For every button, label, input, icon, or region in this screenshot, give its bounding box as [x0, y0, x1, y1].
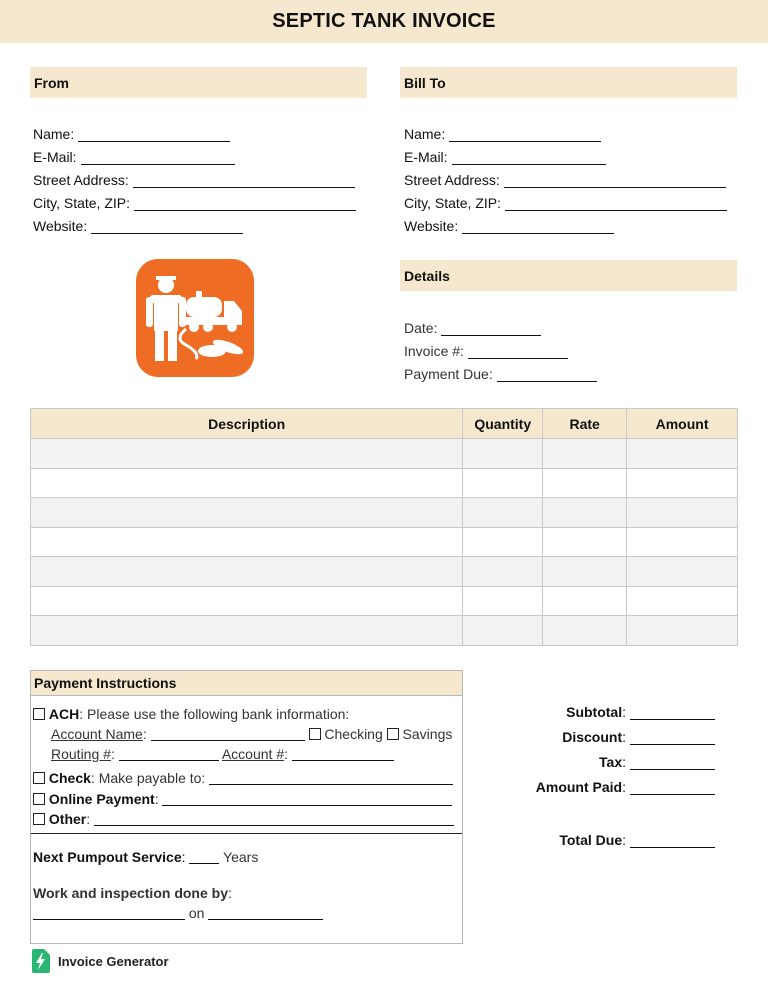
bill-email-field[interactable]: E-Mail:	[404, 145, 727, 165]
savings-checkbox[interactable]	[387, 728, 399, 740]
footer-brand[interactable]	[32, 949, 169, 973]
amount-paid-row: Amount Paid :	[500, 775, 715, 795]
table-header-row	[31, 409, 738, 439]
cell[interactable]	[543, 468, 627, 498]
total-due-field[interactable]	[630, 833, 715, 848]
cell[interactable]	[627, 616, 738, 646]
other-row: Other:	[33, 811, 454, 827]
cell[interactable]	[31, 527, 463, 557]
table-row	[31, 557, 738, 587]
cell[interactable]	[543, 586, 627, 616]
payable-to-field[interactable]	[209, 772, 453, 785]
from-website-field[interactable]: Website:	[33, 214, 356, 234]
cell[interactable]	[627, 439, 738, 469]
check-checkbox[interactable]	[33, 772, 45, 784]
septic-pump-truck-icon	[136, 259, 254, 377]
routing-field[interactable]	[119, 748, 219, 761]
cell[interactable]	[31, 616, 463, 646]
ach-checkbox[interactable]	[33, 708, 45, 720]
check-row: Check: Make payable to:	[33, 770, 453, 786]
cell[interactable]	[31, 557, 463, 587]
lightning-bolt-icon	[32, 949, 50, 973]
cell[interactable]	[31, 468, 463, 498]
totals-block	[500, 700, 715, 848]
payment-instructions-heading: Payment Instructions	[30, 670, 463, 696]
amount-paid-field[interactable]	[630, 780, 715, 795]
bill-to-fields	[404, 122, 727, 234]
tax-field[interactable]	[630, 755, 715, 770]
details-fields	[404, 316, 597, 382]
cell[interactable]	[543, 527, 627, 557]
invoice-number-field[interactable]: Invoice #:	[404, 339, 597, 359]
subtotal-row: Subtotal :	[500, 700, 715, 720]
col-rate: Rate	[543, 409, 627, 439]
col-description: Description	[31, 409, 463, 439]
cell[interactable]	[463, 586, 543, 616]
bill-city-field[interactable]: City, State, ZIP:	[404, 191, 727, 211]
work-done-row: Work and inspection done by:	[33, 885, 232, 901]
subtotal-field[interactable]	[630, 705, 715, 720]
ach-row: ACH: Please use the following bank information:	[33, 706, 349, 722]
work-done-fields: on	[33, 905, 323, 921]
table-row	[31, 498, 738, 528]
cell[interactable]	[463, 468, 543, 498]
tax-row: Tax :	[500, 750, 715, 770]
cell[interactable]	[543, 498, 627, 528]
from-street-field[interactable]: Street Address:	[33, 168, 356, 188]
bill-street-field[interactable]: Street Address:	[404, 168, 727, 188]
routing-row: Routing #: Account #:	[51, 746, 394, 762]
account-name-row: Account Name: Checking Savings	[51, 726, 453, 742]
cell[interactable]	[627, 498, 738, 528]
discount-row: Discount :	[500, 725, 715, 745]
bill-to-heading: Bill To	[400, 67, 737, 98]
from-city-field[interactable]: City, State, ZIP:	[33, 191, 356, 211]
online-payment-checkbox[interactable]	[33, 793, 45, 805]
cell[interactable]	[627, 468, 738, 498]
bill-name-field[interactable]: Name:	[404, 122, 727, 142]
col-quantity: Quantity	[463, 409, 543, 439]
line-items-table	[30, 408, 738, 646]
table-row	[31, 468, 738, 498]
invoice-title: SEPTIC TANK INVOICE	[272, 10, 496, 32]
online-payment-row: Online Payment:	[33, 791, 452, 807]
pumpout-years-field[interactable]	[189, 851, 219, 864]
table-row	[31, 527, 738, 557]
bill-website-field[interactable]: Website:	[404, 214, 727, 234]
date-field[interactable]: Date:	[404, 316, 597, 336]
payment-divider	[31, 833, 462, 834]
from-heading: From	[30, 67, 367, 98]
inspector-field[interactable]	[33, 907, 185, 920]
from-email-field[interactable]: E-Mail:	[33, 145, 356, 165]
account-name-field[interactable]	[151, 728, 305, 741]
other-field[interactable]	[94, 813, 454, 826]
account-number-field[interactable]	[292, 748, 394, 761]
title-bar	[0, 0, 768, 43]
payment-due-field[interactable]: Payment Due:	[404, 362, 597, 382]
cell[interactable]	[543, 557, 627, 587]
cell[interactable]	[627, 557, 738, 587]
cell[interactable]	[31, 439, 463, 469]
cell[interactable]	[463, 557, 543, 587]
cell[interactable]	[463, 616, 543, 646]
table-row	[31, 616, 738, 646]
discount-field[interactable]	[630, 730, 715, 745]
from-fields	[33, 122, 356, 234]
brand-label: Invoice Generator	[58, 953, 169, 969]
cell[interactable]	[31, 498, 463, 528]
table-row	[31, 586, 738, 616]
other-checkbox[interactable]	[33, 813, 45, 825]
inspection-date-field[interactable]	[208, 907, 323, 920]
checking-checkbox[interactable]	[309, 728, 321, 740]
cell[interactable]	[463, 498, 543, 528]
cell[interactable]	[31, 586, 463, 616]
from-name-field[interactable]: Name:	[33, 122, 356, 142]
table-row	[31, 439, 738, 469]
cell[interactable]	[463, 527, 543, 557]
cell[interactable]	[627, 527, 738, 557]
cell[interactable]	[543, 616, 627, 646]
online-payment-field[interactable]	[162, 793, 452, 806]
details-heading: Details	[400, 260, 737, 291]
next-pumpout-row: Next Pumpout Service: Years	[33, 849, 259, 865]
col-amount: Amount	[627, 409, 738, 439]
cell[interactable]	[543, 439, 627, 469]
cell[interactable]	[463, 439, 543, 469]
total-due-row: Total Due :	[500, 828, 715, 848]
cell[interactable]	[627, 586, 738, 616]
